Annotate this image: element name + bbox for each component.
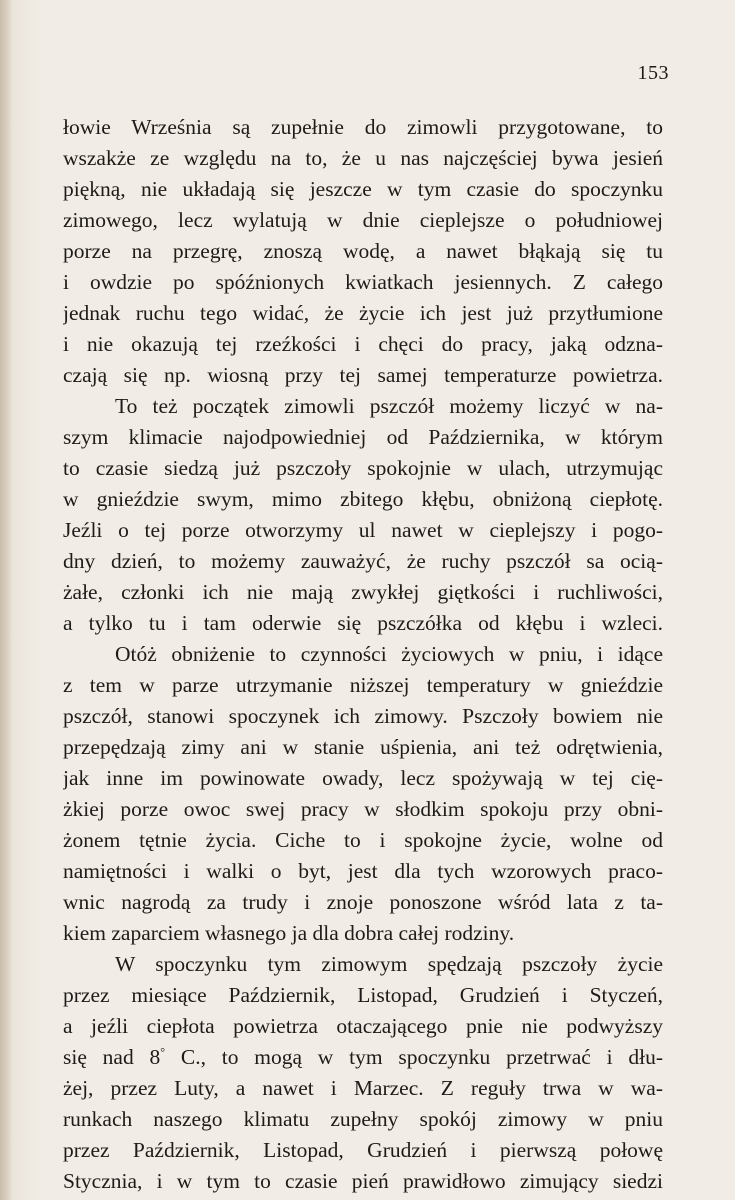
text-line: zimowego, lecz wylatują w dnie cieplejsze o południowej [63, 208, 663, 232]
text-line: w gnieździe swym, mimo zbitego kłębu, obniżoną ciepłotę. [63, 487, 663, 511]
text-line: czają się np. wiosną przy tej samej temperaturze powietrza. [63, 363, 663, 387]
text-fragment: C., to mogą w tym spoczynku przetrwać i dłu- [165, 1045, 663, 1069]
text-fragment: się nad 8 [63, 1045, 161, 1069]
text-line: namiętności i walki o byt, jest dla tych wzorowych praco- [63, 859, 663, 883]
text-line: a tylko tu i tam oderwie się pszczółka od kłębu i wzleci. [63, 611, 663, 635]
text-line: dny dzień, to możemy zauważyć, że ruchy pszczół sa ocią- [63, 549, 663, 573]
text-line: runkach naszego klimatu zupełny spokój zimowy w pniu [63, 1107, 663, 1131]
body-text [63, 112, 663, 1197]
text-line: i owdzie po spóźnionych kwiatkach jesiennych. Z całego [63, 270, 663, 294]
text-line: żkiej porze owoc swej pracy w słodkim spokoju przy obni- [63, 797, 663, 821]
text-line: przepędzają zimy ani w stanie uśpienia, ani też odrętwienia, [63, 735, 663, 759]
text-line: a jeźli ciepłota powietrza otaczającego pnie nie podwyższy [63, 1014, 663, 1038]
text-line: wszakże ze względu na to, że u nas najczęściej bywa jesień [63, 146, 663, 170]
degree-symbol: ° [160, 1044, 166, 1059]
text-line: żałe, członki ich nie mają zwykłej giętkości i ruchliwości, [63, 580, 663, 604]
text-line: z tem w parze utrzymanie niższej temperatury w gnieździe [63, 673, 663, 697]
text-line: wnic nagrodą za trudy i znoje ponoszone wśród lata z ta- [63, 890, 663, 914]
paragraph-start-line: To też początek zimowli pszczół możemy liczyć w na- [115, 394, 663, 418]
text-line: Stycznia, i w tym to czasie pień prawidłowo zimujący siedzi [63, 1169, 663, 1193]
text-line: łowie Września są zupełnie do zimowli przygotowane, to [63, 115, 663, 139]
text-line: to czasie siedzą już pszczoły spokojnie w ulach, utrzymując [63, 456, 663, 480]
text-line: przez miesiące Październik, Listopad, Grudzień i Styczeń, [63, 983, 663, 1007]
paragraph-start-line: Otóż obniżenie to czynności życiowych w pniu, i idące [115, 642, 663, 666]
text-line: jednak ruchu tego widać, że życie ich jest już przytłumione [63, 301, 663, 325]
text-line: porze na przegrę, znoszą wodę, a nawet błąkają się tu [63, 239, 663, 263]
text-line: Jeźli o tej porze otworzymy ul nawet w cieplejszy i pogo- [63, 518, 663, 542]
text-line: i nie okazują tej rzeźkości i chęci do pracy, jaką odzna- [63, 332, 663, 356]
text-line: jak inne im powinowate owady, lecz spożywają w tej cię- [63, 766, 663, 790]
text-line: szym klimacie najodpowiedniej od Października, w którym [63, 425, 663, 449]
paragraph-start-line: W spoczynku tym zimowym spędzają pszczoły życie [115, 952, 663, 976]
text-line-with-degree [63, 1042, 663, 1073]
text-line: żonem tętnie życia. Ciche to i spokojne życie, wolne od [63, 828, 663, 852]
text-line: przez Październik, Listopad, Grudzień i pierwszą połowę [63, 1138, 663, 1162]
text-line: żej, przez Luty, a nawet i Marzec. Z reguły trwa w wa- [63, 1076, 663, 1100]
page-number: 153 [637, 62, 669, 84]
spine-shadow [0, 0, 12, 1200]
text-line: piękną, nie układają się jeszcze w tym czasie do spoczynku [63, 177, 663, 201]
text-line: pszczół, stanowi spoczynek ich zimowy. Pszczoły bowiem nie [63, 704, 663, 728]
paragraph-end-line: kiem zaparciem własnego ja dla dobra całej rodziny. [63, 921, 515, 945]
